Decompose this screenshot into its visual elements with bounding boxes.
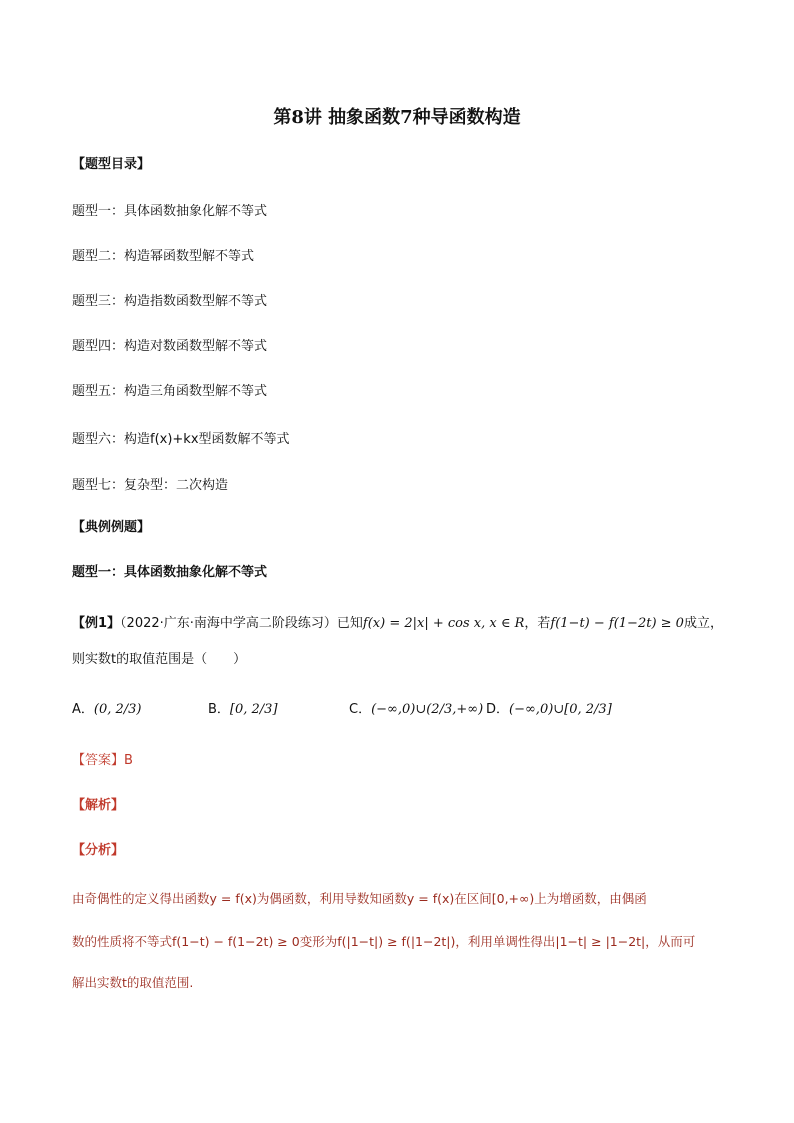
toc-item-1: 题型一：具体函数抽象化解不等式 (72, 204, 268, 219)
toc-item-6: 题型六：构造f(x)+kx型函数解不等式 (72, 432, 290, 447)
answer-label: 【答案】B (72, 753, 133, 768)
toc-header: 【题型目录】 (72, 157, 151, 172)
example-1-line-2: 则实数t的取值范围是（ ） (72, 652, 247, 667)
toc-item-2: 题型二：构造幂函数型解不等式 (72, 249, 255, 264)
example-1-source: （2022·广东·南海中学高二阶段练习）已知 (120, 616, 363, 631)
option-c-label: C． (349, 702, 372, 717)
analysis-label: 【解析】 (72, 798, 125, 813)
fenxi-label: 【分析】 (72, 843, 125, 858)
example-1-line-1 (72, 612, 723, 631)
option-d (486, 698, 612, 717)
example-1-condition: f(1−t) − f(1−2t) ≥ 0 (550, 616, 684, 631)
option-c (349, 698, 483, 717)
option-b-text: [0, 2/3] (229, 702, 278, 717)
example-1-cond-post: 成立， (683, 616, 723, 631)
fenxi-line-1: 由奇偶性的定义得出函数y = f(x)为偶函数，利用导数知函数y = f(x)在区间[0,+∞)上为增函数，由偶函 (72, 891, 647, 906)
option-b-label: B． (208, 702, 230, 717)
option-a (72, 698, 142, 717)
page-title: 第8讲 抽象函数7种导函数构造 (273, 107, 521, 128)
fenxi-line-3: 解出实数t的取值范围. (72, 975, 194, 990)
example-1-function: f(x) = 2|x| + cos x, x ∈ R (362, 616, 525, 631)
option-a-text: (0, 2/3) (93, 702, 142, 717)
option-b (208, 698, 278, 717)
example-1-label: 【例1】 (72, 616, 121, 631)
option-d-label: D． (486, 702, 510, 717)
toc-item-3: 题型三：构造指数函数型解不等式 (72, 294, 268, 309)
fenxi-line-2: 数的性质将不等式f(1−t) − f(1−2t) ≥ 0变形为f(|1−t|) ≥ f(|1−2t|)，利用单调性得出|1−t| ≥ |1−2t|，从而可 (72, 934, 696, 949)
example-1-cond-pre: ，若 (524, 616, 551, 631)
toc-item-7: 题型七：复杂型：二次构造 (72, 478, 229, 493)
examples-header: 【典例例题】 (72, 520, 151, 535)
toc-item-5: 题型五：构造三角函数型解不等式 (72, 384, 268, 399)
option-a-label: A． (72, 702, 94, 717)
section-1-title: 题型一：具体函数抽象化解不等式 (72, 565, 268, 580)
toc-item-4: 题型四：构造对数函数型解不等式 (72, 339, 268, 354)
option-d-text: (−∞,0)∪[0, 2/3] (509, 702, 612, 717)
option-c-text: (−∞,0)∪(2/3,+∞) (371, 702, 484, 717)
